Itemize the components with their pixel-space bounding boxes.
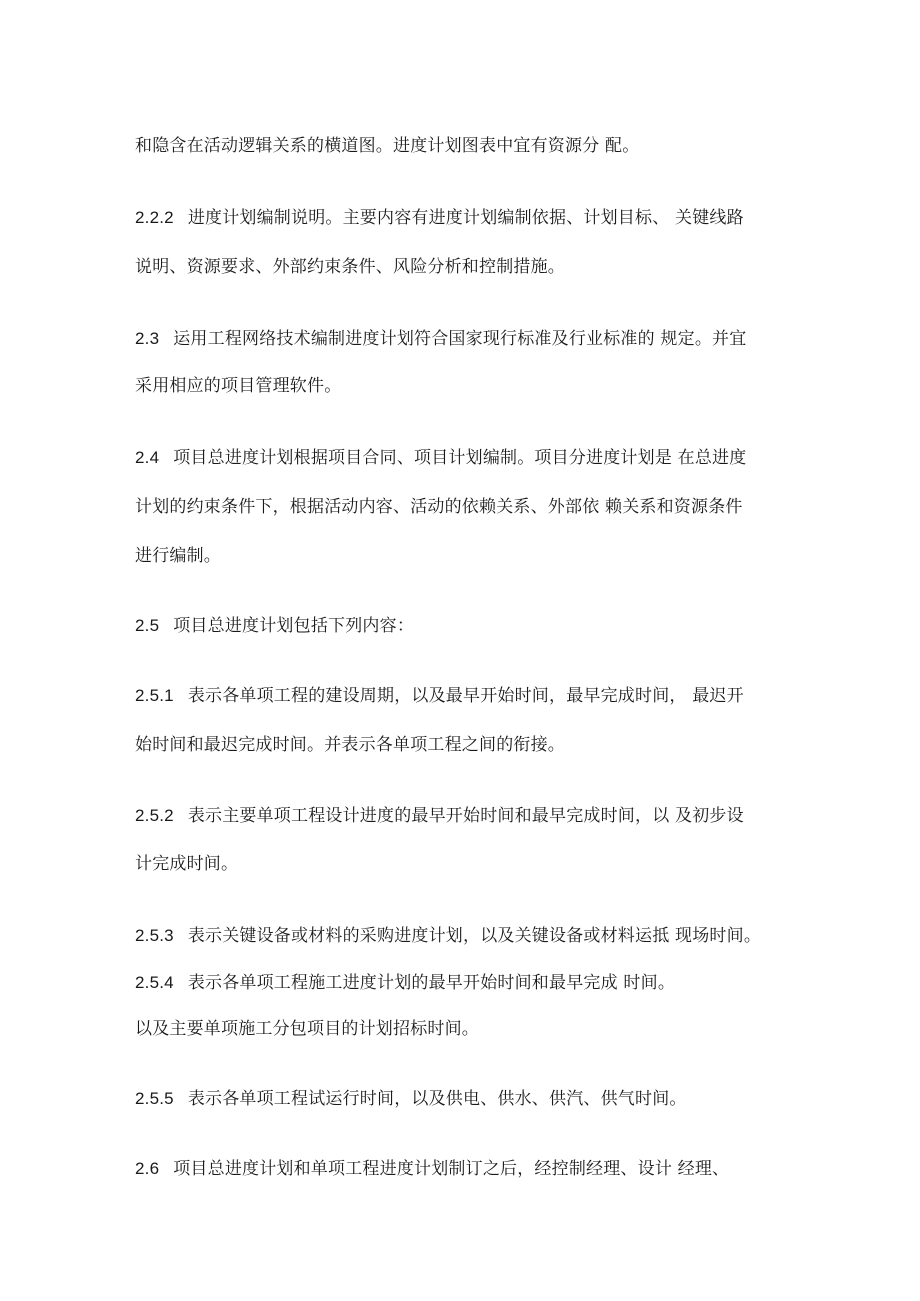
- section-heading-line: [135, 328, 746, 350]
- section-number: 2.4: [135, 448, 160, 467]
- line-text: 表示主要单项工程设计进度的最早开始时间和最早完成时间，以 及初步设: [187, 806, 744, 826]
- text-line: [135, 375, 341, 397]
- line-text: 以及主要单项施工分包项目的计划招标时间。: [135, 1019, 479, 1039]
- section-heading-line: [135, 685, 744, 707]
- line-text: 项目总进度计划包括下列内容：: [173, 616, 415, 636]
- section-number: 2.5.2: [135, 806, 174, 825]
- line-text: 计划的约束条件下，根据活动内容、活动的依赖关系、外部依 赖关系和资源条件: [135, 497, 743, 517]
- section-number: 2.6: [135, 1159, 160, 1178]
- text-line: [135, 1018, 479, 1040]
- line-text: 表示各单项工程的建设周期，以及最早开始时间，最早完成时间， 最迟开: [187, 686, 744, 706]
- text-line: [135, 545, 221, 567]
- section-number: 2.5.4: [135, 973, 174, 992]
- line-text: 说明、资源要求、外部约束条件、风险分析和控制措施。: [135, 257, 565, 277]
- section-heading-line: [135, 615, 414, 637]
- text-line: [135, 256, 565, 278]
- line-text: 项目总进度计划和单项工程进度计划制订之后，经控制经理、设计 经理、: [173, 1159, 730, 1179]
- line-text: 进度计划编制说明。主要内容有进度计划编制依据、计划目标、 关键线路: [187, 208, 744, 228]
- text-line: [135, 853, 238, 875]
- section-number: 2.3: [135, 329, 160, 348]
- section-heading-line: [135, 805, 744, 827]
- line-text: 进行编制。: [135, 546, 221, 566]
- section-number: 2.5.5: [135, 1089, 174, 1108]
- section-number: 2.5.1: [135, 686, 174, 705]
- section-heading-line: [135, 447, 746, 469]
- text-line: [135, 734, 565, 756]
- section-heading-line: [135, 207, 744, 229]
- line-text: 采用相应的项目管理软件。: [135, 376, 342, 396]
- text-line: [135, 135, 639, 157]
- line-text: 表示各单项工程试运行时间，以及供电、供水、供汽、供气时间。: [187, 1089, 687, 1109]
- line-text: 始时间和最迟完成时间。并表示各单项工程之间的衔接。: [135, 735, 565, 755]
- line-text: 和隐含在活动逻辑关系的横道图。进度计划图表中宜有资源分 配。: [135, 136, 640, 156]
- line-text: 计完成时间。: [135, 854, 239, 874]
- line-text: 项目总进度计划根据项目合同、项目计划编制。项目分进度计划是 在总进度: [173, 448, 747, 468]
- line-text: 表示各单项工程施工进度计划的最早开始时间和最早完成 时间。: [187, 973, 676, 993]
- text-line: [135, 496, 743, 518]
- line-text: 运用工程网络技术编制进度计划符合国家现行标准及行业标准的 规定。并宜: [173, 329, 747, 349]
- section-heading-line: [135, 925, 761, 947]
- section-number: 2.5.3: [135, 926, 174, 945]
- line-text: 表示关键设备或材料的采购进度计划，以及关键设备或材料运抵 现场时间。: [187, 926, 762, 946]
- section-heading-line: [135, 972, 675, 994]
- section-number: 2.5: [135, 616, 160, 635]
- section-number: 2.2.2: [135, 208, 174, 227]
- section-heading-line: [135, 1158, 729, 1180]
- section-heading-line: [135, 1088, 687, 1110]
